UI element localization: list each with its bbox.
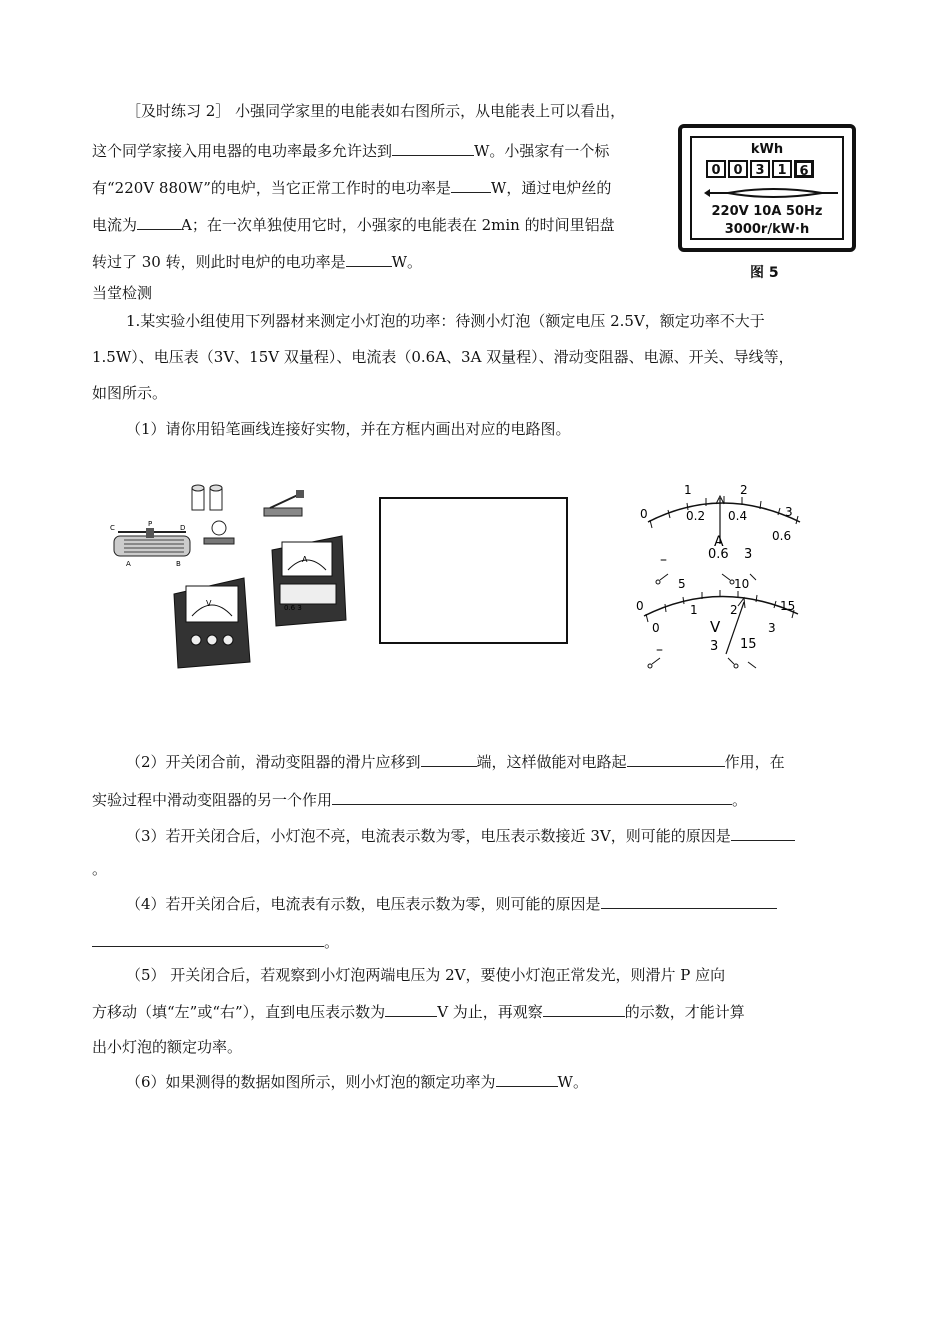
text: （3）若开关闭合后，小灯泡不亮，电流表示数为零，电压表示数接近 3V，则可能的原因是 xyxy=(126,827,731,845)
ammeter-terminal-0-6: 0.6 xyxy=(708,547,729,562)
meter-digit: 0 xyxy=(706,160,726,178)
q-prev-line-3 xyxy=(92,176,611,199)
answer-blank-other-role[interactable] xyxy=(332,788,732,805)
meter-disc-icon xyxy=(702,184,842,202)
q1-line-1: 1.某实验小组使用下列器材来测定小灯泡的功率：待测小灯泡（额定电压 2.5V，额定功率不大于 xyxy=(126,312,765,330)
answer-blank-voltage[interactable] xyxy=(385,1000,437,1017)
voltmeter-terminal-negative: – xyxy=(656,642,663,658)
ammeter-outer-tick: 1 xyxy=(684,483,692,497)
answer-blank-protect[interactable] xyxy=(627,750,725,767)
q-prev-line-4 xyxy=(92,213,615,236)
voltmeter-outer-tick: 5 xyxy=(678,577,686,591)
meter-digits xyxy=(706,160,814,178)
voltmeter-inner-tick: 1 xyxy=(690,603,698,617)
q1-part-4-line-2 xyxy=(92,930,339,953)
section-title: 当堂检测 xyxy=(92,284,153,302)
answer-blank-fault-2-cont[interactable] xyxy=(92,930,324,947)
ammeter-inner-zero: 0 xyxy=(640,507,648,521)
q1-part-6 xyxy=(126,1070,588,1093)
q1-part-5-line-3: 出小灯泡的额定功率。 xyxy=(92,1038,243,1056)
voltmeter-device-icon xyxy=(174,578,250,668)
rheostat-label-b: B xyxy=(176,560,181,568)
battery-icon xyxy=(192,485,222,510)
text: W，通过电炉丝的 xyxy=(490,179,612,197)
answer-blank-observe[interactable] xyxy=(543,1000,625,1017)
ammeter-device-label: A xyxy=(302,555,308,564)
q-prev-line-5 xyxy=(92,250,422,273)
text: （4）若开关闭合后，电流表有示数，电压表示数为零，则可能的原因是 xyxy=(126,895,601,913)
ammeter-inner-tick: 0.6 xyxy=(772,529,792,543)
voltmeter-dial xyxy=(636,577,798,668)
text: 的示数，才能计算 xyxy=(624,1003,745,1021)
text: 转过了 30 转，则此时电炉的电功率是 xyxy=(92,253,346,271)
rheostat-label-p: P xyxy=(148,520,153,528)
meter-digit: 3 xyxy=(750,160,770,178)
q1-line-2: 1.5W）、电压表（3V、15V 双量程）、电流表（0.6A、3A 双量程）、滑动变阻器、电源、开关、导线等， xyxy=(92,348,794,366)
figure-caption: 图 5 xyxy=(750,265,779,281)
voltmeter-unit: V xyxy=(710,618,721,636)
ammeter-outer-tick: 3 xyxy=(785,505,793,519)
voltmeter-device-label: V xyxy=(206,599,212,608)
voltmeter-inner-tick: 0 xyxy=(652,621,660,635)
answer-blank-current[interactable] xyxy=(137,213,181,230)
ammeter-terminal-labels: 0.6 3 xyxy=(284,604,302,612)
q1-part-4-line-1 xyxy=(126,892,777,915)
rheostat-label-c: C xyxy=(110,524,115,532)
q1-part-1: （1）请你用铅笔画线连接好实物，并在方框内画出对应的电路图。 xyxy=(126,420,571,438)
ammeter-terminal-negative: – xyxy=(660,552,667,568)
q-prev-line-2 xyxy=(92,139,609,162)
meter-digit: 0 xyxy=(728,160,748,178)
q1-part-3-line-1 xyxy=(126,824,795,847)
ammeter-inner-tick: 0.4 xyxy=(728,509,748,523)
answer-blank-fault-2[interactable] xyxy=(601,892,777,909)
voltmeter-inner-tick: 2 xyxy=(730,603,738,617)
voltmeter-inner-tick: 3 xyxy=(768,621,776,635)
q1-part-2-line-1 xyxy=(126,750,785,773)
q1-part-5-line-2 xyxy=(92,1000,745,1023)
ammeter-terminal-3: 3 xyxy=(744,547,753,562)
text: 端，这样做能对电路起 xyxy=(476,753,627,771)
q1-line-3: 如图所示。 xyxy=(92,384,168,402)
voltmeter-terminal-3: 3 xyxy=(710,639,719,654)
text: 电流为 xyxy=(92,216,138,234)
text: 实验过程中滑动变阻器的另一个作用 xyxy=(92,791,333,809)
answer-blank-actual-power[interactable] xyxy=(346,250,392,267)
answer-blank-slider-end[interactable] xyxy=(421,750,477,767)
text: W。 xyxy=(557,1073,588,1091)
text: W。 xyxy=(391,253,423,271)
text: A；在一次单独使用它时，小强家的电能表在 2min 的时间里铝盘 xyxy=(181,216,615,234)
meter-digit: 1 xyxy=(772,160,792,178)
text: （2）开关闭合前，滑动变阻器的滑片应移到 xyxy=(126,753,421,771)
ammeter-unit: A xyxy=(714,534,724,550)
meter-panel xyxy=(690,136,844,240)
q1-part-5-line-1: （5） 开关闭合后，若观察到小灯泡两端电压为 2V，要使小灯泡正常发光，则滑片 P 应向 xyxy=(126,966,726,984)
switch-icon xyxy=(264,490,304,516)
bulb-icon xyxy=(204,521,234,544)
circuit-drawing-box[interactable] xyxy=(379,497,568,644)
voltmeter-outer-zero: 0 xyxy=(636,599,644,613)
voltmeter-terminal-15: 15 xyxy=(740,637,757,652)
voltmeter-outer-tick: 15 xyxy=(780,599,796,613)
electric-meter-figure xyxy=(678,124,856,252)
ammeter-inner-tick: 0.2 xyxy=(686,509,706,523)
meters-reading-figure xyxy=(630,478,810,674)
answer-blank-rated-power[interactable] xyxy=(496,1070,558,1087)
answer-blank-max-power[interactable] xyxy=(392,139,474,156)
text: 方移动（填“左”或“右”），直到电压表示数为 xyxy=(92,1003,386,1021)
meter-revolutions: 3000r/kW·h xyxy=(724,222,810,237)
q1-part-2-line-2 xyxy=(92,788,747,811)
rheostat-icon xyxy=(110,520,190,568)
answer-blank-power[interactable] xyxy=(451,176,491,193)
q-prev-line-1: ［及时练习 2］ 小强同学家里的电能表如右图所示，从电能表上可以看出， xyxy=(126,102,626,120)
rheostat-label-a: A xyxy=(126,560,131,568)
text: V 为止，再观察 xyxy=(437,1003,543,1021)
equipment-illustration xyxy=(104,480,354,670)
text: 作用，在 xyxy=(724,753,785,771)
voltmeter-outer-tick: 10 xyxy=(734,577,750,591)
ammeter-device-icon xyxy=(272,536,346,626)
meter-rating: 220V 10A 50Hz xyxy=(711,204,823,219)
text: （6）如果测得的数据如图所示，则小灯泡的额定功率为 xyxy=(126,1073,496,1091)
meter-digit-decimal: 6 xyxy=(794,160,814,178)
rheostat-label-d: D xyxy=(180,524,186,532)
text: 。 xyxy=(324,933,340,951)
text: W。小强家有一个标 xyxy=(474,142,610,160)
ammeter-dial xyxy=(640,483,800,584)
answer-blank-fault-1[interactable] xyxy=(731,824,795,841)
q1-part-3-line-2: 。 xyxy=(92,860,108,878)
meter-unit: kWh xyxy=(750,142,784,157)
ammeter-outer-tick: 2 xyxy=(740,483,748,497)
text: 。 xyxy=(732,791,748,809)
text: 有“220V 880W”的电炉，当它正常工作时的电功率是 xyxy=(92,179,451,197)
text: 这个同学家接入用电器的电功率最多允许达到 xyxy=(92,142,393,160)
